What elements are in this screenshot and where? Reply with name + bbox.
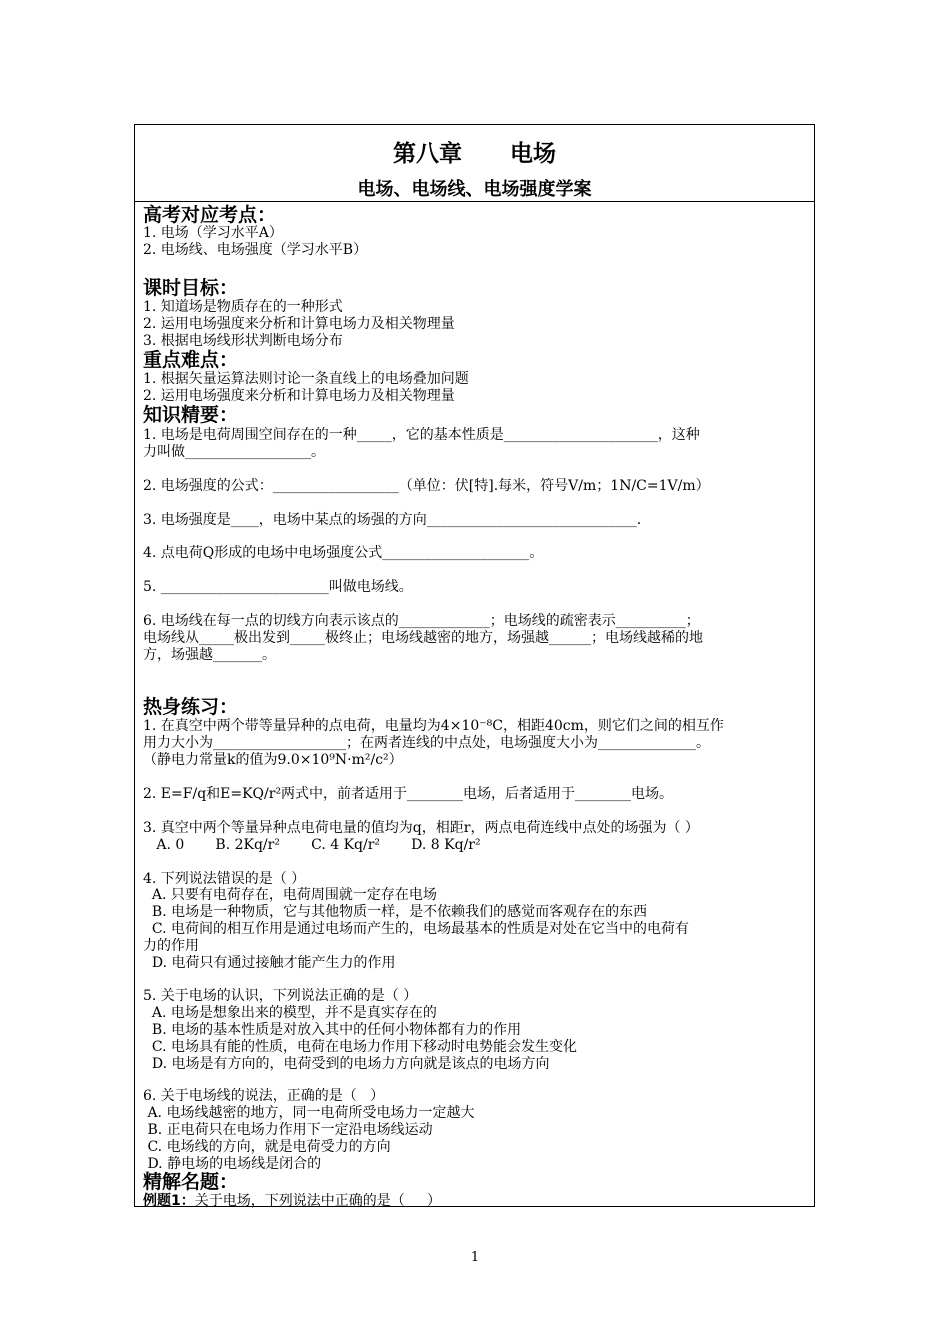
text-line: 力叫做__________________。 (143, 444, 325, 460)
text-line: C. 电场线的方向，就是电荷受力的方向 (143, 1139, 391, 1155)
worksheet-table (134, 124, 815, 1207)
text-line: 3. 电场强度是____，电场中某点的场强的方向______________________________. (143, 512, 642, 528)
section-heading: 热身练习： (143, 696, 239, 718)
text-line: 4. 下列说法错误的是（ ） (143, 871, 306, 887)
text-line: 用力大小为___________________；在两者连线的中点处，电场强度大小为______________。 (143, 735, 710, 751)
text-line: 5. ________________________叫做电场线。 (143, 579, 413, 595)
example-1 (143, 1193, 441, 1209)
text-line: A. 电场线越密的地方，同一电荷所受电场力一定越大 (143, 1105, 475, 1121)
text-line: 2. E=F/q和E=KQ/r²两式中，前者适用于________电场，后者适用于________电场。 (143, 786, 674, 802)
text-line: 1. 在真空中两个带等量异种的点电荷，电量均为4×10⁻⁸C，相距40cm，则它们之间的相互作 (143, 718, 724, 734)
text-line: 1. 知道场是物质存在的一种形式 (143, 299, 343, 315)
text-line: A. 只要有电荷存在，电荷周围就一定存在电场 (143, 887, 437, 903)
section-heading: 课时目标： (143, 277, 239, 299)
text-line: A. 0 B. 2Kq/r² C. 4 Kq/r² D. 8 Kq/r² (143, 837, 481, 853)
text-line: 2. 运用电场强度来分析和计算电场力及相关物理量 (143, 388, 455, 404)
text-line: 3. 真空中两个等量异种点电荷电量的值均为q，相距r，两点电荷连线中点处的场强为（ ） (143, 820, 699, 836)
text-line: 2. 电场线、电场强度（学习水平B） (143, 242, 368, 258)
text-line: B. 正电荷只在电场力作用下一定沿电场线运动 (143, 1122, 433, 1138)
text-line: 1. 根据矢量运算法则讨论一条直线上的电场叠加问题 (143, 371, 469, 387)
example-text: 关于电场，下列说法中正确的是（ ） (194, 1193, 441, 1209)
text-line: B. 电场的基本性质是对放入其中的任何小物体都有力的作用 (143, 1022, 522, 1038)
text-line: C. 电场具有能的性质，电荷在电场力作用下移动时电势能会发生变化 (143, 1039, 578, 1055)
section-heading: 精解名题： (143, 1171, 239, 1193)
text-line: 4. 点电荷Q形成的电场中电场强度公式_____________________。 (143, 545, 544, 561)
text-line: 方，场强越_______。 (143, 647, 276, 663)
text-line: B. 电场是一种物质，它与其他物质一样，是不依赖我们的感觉而客观存在的东西 (143, 904, 648, 920)
section-heading: 高考对应考点： (143, 204, 277, 226)
text-line: 5. 关于电场的认识，下列说法正确的是（ ） (143, 988, 418, 1004)
title-cell (135, 125, 814, 202)
text-line: D. 电场是有方向的，电荷受到的电场力方向就是该点的电场方向 (143, 1056, 550, 1072)
text-line: A. 电场是想象出来的模型，并不是真实存在的 (143, 1005, 437, 1021)
lesson-subtitle: 电场、电场线、电场强度学案 (357, 179, 592, 200)
chapter-title: 第八章 电场 (392, 141, 557, 167)
text-line: （静电力常量k的值为9.0×10⁹N·m²/c²） (143, 752, 403, 768)
text-line: 6. 电场线在每一点的切线方向表示该点的_____________；电场线的疏密表示__________； (143, 613, 700, 629)
text-line: 1. 电场（学习水平A） (143, 225, 283, 241)
text-line: 2. 电场强度的公式：__________________（单位：伏[特].每米，符号V/m；1N/C=1V/m） (143, 478, 710, 494)
example-label: 例题1： (143, 1193, 195, 1209)
text-line: 6. 关于电场线的说法，正确的是（ ） (143, 1088, 385, 1104)
text-line: 1. 电场是电荷周围空间存在的一种_____，它的基本性质是______________________，这种 (143, 427, 700, 443)
text-line: 2. 运用电场强度来分析和计算电场力及相关物理量 (143, 316, 455, 332)
text-line: C. 电荷间的相互作用是通过电场而产生的，电场最基本的性质是对处在它当中的电荷有 (143, 921, 690, 937)
text-line: 力的作用 (143, 938, 199, 954)
section-heading: 重点难点： (143, 349, 239, 371)
text-line: D. 电荷只有通过接触才能产生力的作用 (143, 955, 396, 971)
text-line: 3. 根据电场线形状判断电场分布 (143, 333, 343, 349)
text-line: 电场线从_____极出发到_____极终止；电场线越密的地方，场强越______；电场线越稀的地 (143, 630, 703, 646)
text-line: D. 静电场的电场线是闭合的 (143, 1156, 322, 1172)
section-heading: 知识精要： (143, 404, 239, 426)
page-number: 1 (470, 1250, 480, 1265)
